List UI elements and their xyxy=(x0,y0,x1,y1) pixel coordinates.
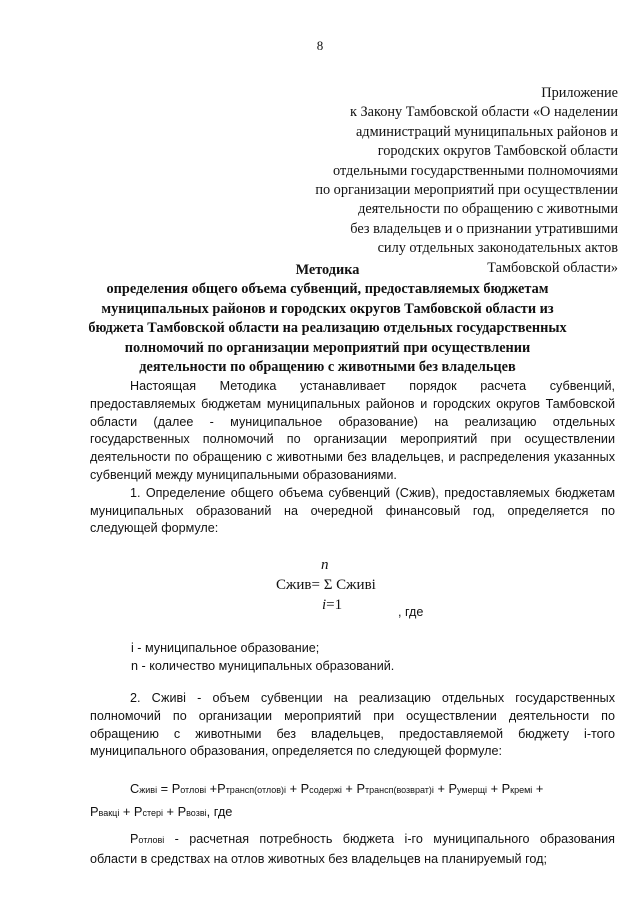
appendix-line: к Закону Тамбовской области «О наделении xyxy=(349,104,618,121)
title-line: бюджета Тамбовской области на реализацию отдельных государственных xyxy=(88,320,567,337)
appendix-line: администраций муниципальных районов и xyxy=(355,123,618,140)
definition-item: n - количество муниципальных образований. xyxy=(131,659,395,673)
appendix-line: деятельности по обращению с животными xyxy=(358,201,618,218)
title-line: полномочий по организации мероприятий при осуществлении xyxy=(124,339,531,356)
formula-lower-limit xyxy=(322,597,342,614)
variable-definitions xyxy=(131,639,394,675)
formula-sum: Сжив= Σ Сживi xyxy=(276,577,376,593)
definition-item: i - муниципальное образование; xyxy=(131,641,320,655)
appendix-line: Тамбовской области» xyxy=(487,259,618,276)
appendix-line: Приложение xyxy=(541,85,618,101)
formula-index-start: =1 xyxy=(326,597,343,613)
appendix-header xyxy=(315,84,618,278)
definition-paragraph: 1. Определение общего объема субвенций (Сжив), предоставляемых бюджетам муниципальных образований на очередной финансовый год, определяется по следующей формуле: xyxy=(90,485,615,536)
formula-line-1: Сживi = Pотловi +Pтрансп(отлов)i + Pсодержi + Pтрансп(возврат)i + Pумерщi + Pкремi + xyxy=(130,781,544,796)
section-2 xyxy=(90,690,615,761)
appendix-line: силу отдельных законодательных актов xyxy=(377,240,618,257)
formula-line-2: Pвакцi + Pстерi + Pвозвi, где xyxy=(90,804,233,819)
intro-section xyxy=(90,378,615,538)
formula-where: , где xyxy=(398,605,424,619)
description-paragraph: Pотловi - расчетная потребность бюджета i-го муниципального образования области в средствах на отлов животных без владельцев на планируемый год; xyxy=(90,832,615,866)
appendix-line: по организации мероприятий при осуществлении xyxy=(315,182,618,199)
section-2-paragraph: 2. Сживi - объем субвенции на реализацию отдельных государственных полномочий по организации мероприятий при осуществлении деятельности по обращению с животными без владельцев, предоставляемой бюджету i-того муниципального образования, определяется по следующей формуле: xyxy=(90,691,615,759)
subvention-formula xyxy=(90,778,615,824)
formula-upper-limit: n xyxy=(321,557,329,573)
title-line: муниципальных районов и городских округов Тамбовской области из xyxy=(101,300,554,317)
intro-paragraph: Настоящая Методика устанавливает порядок расчета субвенций, предоставляемых бюджетам муниципальных районов и городских округов Тамбовской области (далее - муниципальное образование) на реализацию отдельных государственных полномочий по организации мероприятий при осуществлении деятельности по обращению с животными без владельцев, и распределения указанных субвенций между муниципальными образованиями. xyxy=(90,379,615,482)
formula-index: i xyxy=(322,597,327,613)
title-line: Методика xyxy=(295,262,360,278)
page-number: 8 xyxy=(316,38,324,53)
appendix-line: отдельными государственными полномочиями xyxy=(332,162,618,179)
title-line: деятельности по обращению с животными без владельцев xyxy=(139,359,516,376)
title-line: определения общего объема субвенций, предоставляемых бюджетам xyxy=(106,281,549,298)
variable-description xyxy=(90,830,615,869)
document-title xyxy=(70,261,585,377)
appendix-line: городских округов Тамбовской области xyxy=(377,143,618,160)
appendix-line: без владельцев и о признании утратившими xyxy=(350,220,618,237)
